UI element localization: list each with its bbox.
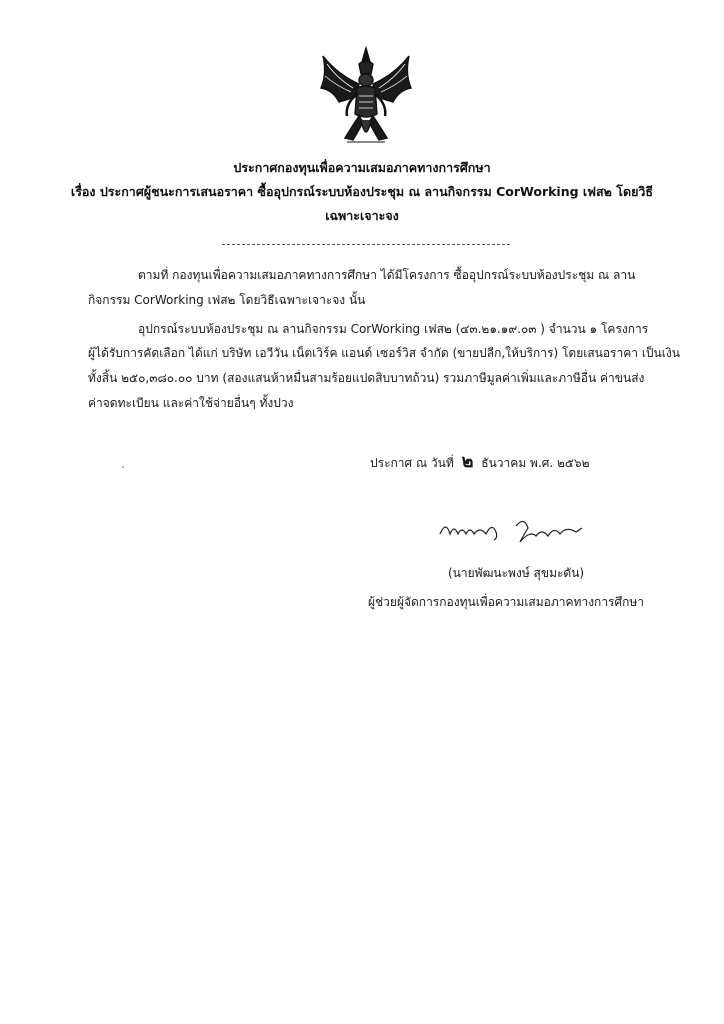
paragraph-2-line-1: อุปกรณ์ระบบห้องประชุม ณ ลานกิจกรรม CorWorking เฟส๒ (๔๓.๒๑.๑๙.๐๓ ) จำนวน ๑ โครงการ	[138, 322, 649, 336]
handwritten-signature	[436, 512, 586, 546]
date-month-year: ธันวาคม พ.ศ. ๒๕๖๒	[481, 456, 590, 470]
paragraph-1-line-1: ตามที่ กองทุนเพื่อความเสมอภาคทางการศึกษา ได้มีโครงการ ซื้ออุปกรณ์ระบบห้องประชุม ณ ลาน	[138, 268, 636, 282]
paragraph-2-line-3: ทั้งสิ้น ๒๕๐,๓๘๐.๐๐ บาท (สองแสนห้าหมื่นสามร้อยแปดสิบบาทถ้วน) รวมภาษีมูลค่าเพิ่มและภาษีอื่น ค่าขนส่ง	[88, 371, 645, 385]
signatory-name: (นายพัฒนะพงษ์ สุขมะดัน)	[448, 566, 585, 580]
divider	[222, 244, 510, 245]
announcement-date	[370, 446, 590, 475]
scan-speck	[122, 466, 124, 468]
announcement-title: ประกาศกองทุนเพื่อความเสมอภาคทางการศึกษา	[233, 160, 491, 175]
subject-line: เรื่อง ประกาศผู้ชนะการเสนอราคา ซื้ออุปกรณ์ระบบห้องประชุม ณ ลานกิจกรรม CorWorking เฟส๒ โดยวิธี	[70, 184, 654, 199]
paragraph-2-line-4: ค่าจดทะเบียน และค่าใช้จ่ายอื่นๆ ทั้งปวง	[88, 396, 294, 410]
paragraph-1-line-2: กิจกรรม CorWorking เฟส๒ โดยวิธีเฉพาะเจาะจง นั้น	[88, 293, 366, 307]
garuda-emblem-icon	[317, 44, 415, 150]
signatory-position: ผู้ช่วยผู้จัดการกองทุนเพื่อความเสมอภาคทางการศึกษา	[368, 595, 645, 609]
subject-line-continued: เฉพาะเจาะจง	[325, 208, 399, 223]
date-prefix: ประกาศ ณ วันที่	[370, 456, 454, 470]
date-day: ๒	[461, 451, 474, 472]
paragraph-2-line-2: ผู้ได้รับการคัดเลือก ได้แก่ บริษัท เอวีวัน เน็ตเวิร์ค แอนด์ เซอร์วิส จำกัด (ขายปลีก,ให้บริการ) โดยเสนอราคา เป็นเงิน	[88, 346, 680, 360]
